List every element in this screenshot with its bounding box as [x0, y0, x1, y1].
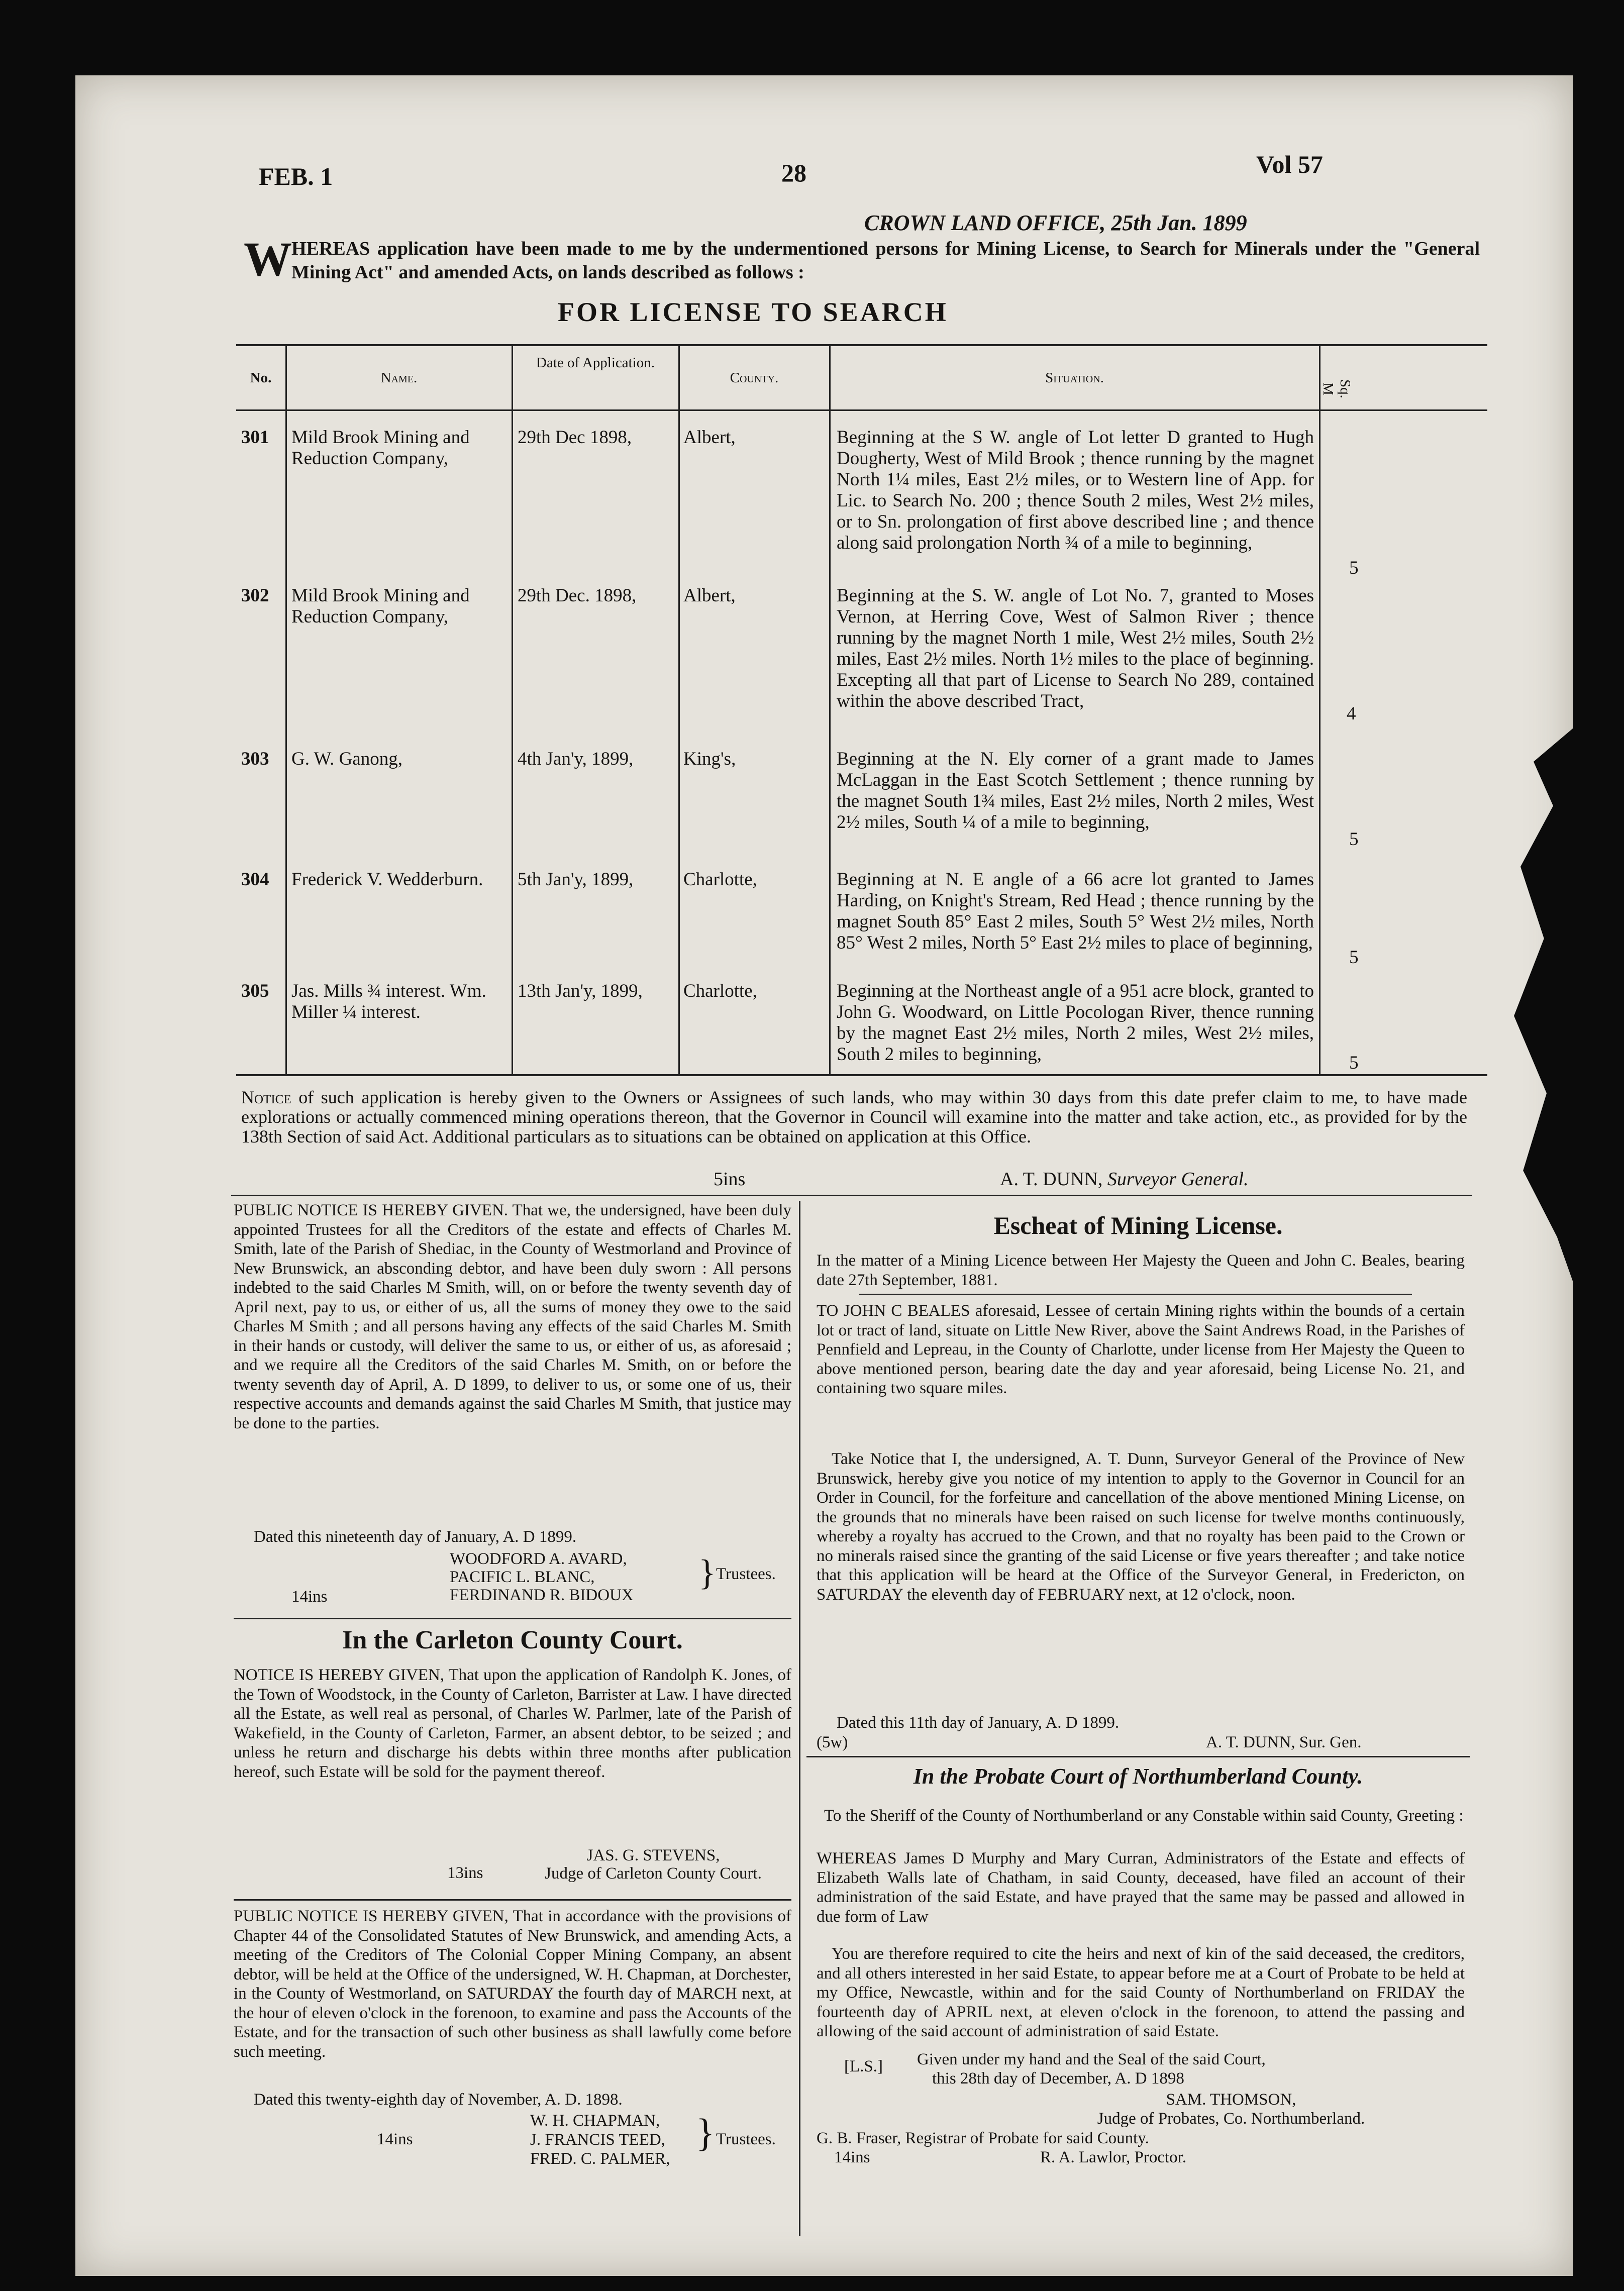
- copper-notice: PUBLIC NOTICE IS HEREBY GIVEN, That in accordance with the provisions of Chapter 44 of the Consolidated Statutes of New Brunswick, and amending Acts, a meeting of the Creditors of The Colonial Copper Mining Company, an absent debtor, will be held at the Office of the undersigned, W. H. Chapman, at Dorchester, in the County of Westmorland, on SATURDAY the fourth day of MARCH next, at the hour of eleven o'clock in the forenoon, to examine and pass the Accounts of the Estate, and for the transaction of such other business as shall lawfully come before such meeting.: [234, 1907, 791, 2061]
- col-divider: [1319, 344, 1321, 1075]
- torn-edge: [1442, 728, 1573, 1281]
- carleton-signer: JAS. G. STEVENS,: [586, 1846, 720, 1864]
- row-county: Charlotte,: [683, 869, 757, 890]
- carleton-signer-title: Judge of Carleton County Court.: [545, 1864, 762, 1883]
- ad-ins: 14ins: [377, 2130, 413, 2148]
- row-sq: 5: [1349, 558, 1359, 578]
- section-rule: [231, 1195, 1472, 1196]
- row-name: Mild Brook Mining and Reduction Company,: [291, 585, 470, 627]
- divider-rule: [806, 1756, 1470, 1757]
- notice-paragraph: [241, 1088, 1467, 1147]
- trustee-name: WOODFORD A. AVARD,: [450, 1550, 627, 1568]
- ad-ins: 14ins: [834, 2148, 870, 2166]
- row-situation: Beginning at the S W. angle of Lot letter D granted to Hugh Dougherty, West of Mild Brook ; thence running by the magnet North 1¼ miles, East 2½ miles, or to Western line of App. for Lic. to Search No. 200 ; thence South 2 miles, West 2½ miles, or to Sn. prolongation of first above described line ; and thence along said prolongation North ¾ of a mile to beginning,: [837, 427, 1314, 553]
- escheat-p1: TO JOHN C BEALES aforesaid, Lessee of certain Mining rights within the bounds of a certain lot or tract of land, situate on Little New River, above the Saint Andrews Road, in the Parishes of Pennfield and Lepreau, in the County of Charlotte, under license from Her Majesty the Queen to above mentioned person, bearing date the day and year aforesaid, being License No. 21, and containing two square miles.: [817, 1302, 1465, 1397]
- probate-p2: You are therefore required to cite the heirs and next of kin of the said deceased, the creditors, and all others interested in her said Estate, to appear before me at a Court of Probate to be held at my Office, Newcastle, within and for the said County of Northumberland on FRIDAY the fourteenth day of APRIL next, at eleven o'clock in the forenoon, to attend the passing and allowing of the said account of administration of said Estate.: [817, 1945, 1465, 2040]
- row-situation: Beginning at the S. W. angle of Lot No. 7, granted to Moses Vernon, at Herring Cove, West of Salmon River ; thence running by the magnet North 1 mile, West 2½ miles, South 2½ miles, East 2½ miles. North 1½ miles to the place of beginning. Excepting all that part of License to Search No 289, contained within the above described Tract,: [837, 585, 1314, 711]
- row-name: Jas. Mills ¾ interest. Wm. Miller ¼ interest.: [291, 981, 486, 1022]
- divider-rule: [234, 1618, 791, 1619]
- seal: [L.S.]: [844, 2057, 883, 2075]
- row-name: Mild Brook Mining and Reduction Company,: [291, 427, 470, 469]
- newspaper-page: [75, 75, 1573, 2276]
- ad-ins: 14ins: [291, 1588, 328, 1606]
- intro-text: HEREAS application have been made to me by the undermentioned persons for Mining License, to Search for Minerals under the "General Mining Act" and amended Acts, on lands described as follows :: [291, 238, 1480, 283]
- page-number: 28: [781, 159, 806, 187]
- trustee-notice-smith: PUBLIC NOTICE IS HEREBY GIVEN. That we, the undersigned, have been duly appointed Trustees for all the Creditors of the estate and effects of Charles M. Smith, late of the Parish of Shediac, in the County of Westmorland and Province of New Brunswick, an absconding debtor, and have been duly sworn : All persons indebted to the said Charles M Smith, will, on or before the twenty seventh day of April next, pay to us, or either of us, all the sums of money they owe to the said Charles M Smith ; and all persons having any effects of the said Charles M. Smith in their hands or custody, will deliver the same to us, or either of us, as aforesaid ; and we require all the Creditors of the said Charles M. Smith, on or before the twenty seventh day of April, A. D 1899, to deliver to us, or some one of us, their respective accounts and demands against the said Charles M Smith, that justice may be done to the parties.: [234, 1201, 791, 1432]
- row-date: 13th Jan'y, 1899,: [518, 981, 643, 1001]
- col-divider: [285, 344, 287, 1075]
- ad-ins: 13ins: [447, 1864, 483, 1882]
- row-sq: 5: [1349, 1053, 1359, 1073]
- judge-name: SAM. THOMSON,: [1166, 2091, 1296, 2109]
- office-line: CROWN LAND OFFICE, 25th Jan. 1899: [864, 211, 1247, 235]
- trustee-name: FRED. C. PALMER,: [530, 2150, 670, 2168]
- trustee-name: J. FRANCIS TEED,: [530, 2131, 665, 2149]
- judge-title: Judge of Probates, Co. Northumberland.: [1097, 2110, 1365, 2128]
- row-situation: Beginning at the Northeast angle of a 951 acre block, granted to John G. Woodward, on Little Pocologan River, thence running by the magnet East 2½ miles, North 2 miles, West 2½ miles, South 2 miles to beginning,: [837, 981, 1314, 1065]
- column-rule: [799, 1201, 800, 2236]
- probate-given: [917, 2050, 1266, 2088]
- divider-rule: [859, 1294, 1412, 1295]
- col-divider: [829, 344, 831, 1075]
- escheat-p2: Take Notice that I, the undersigned, A. T. Dunn, Surveyor General of the Province of New Brunswick, hereby give you notice of my intention to apply to the Governor in Council for an Order in Council, for the forfeiture and cancellation of the above mentioned Mining License, on the grounds that no minerals have been raised on such license for twelve months continuously, whereby a royalty has accrued to the Crown, and that no royalty has been paid to the Crown or no minerals raised since the granting of the said License or five years thereafter ; and take notice that this application will be heard at the Office of the Surveyor General, in Fredericton, on SATURDAY the eleventh day of FEBRUARY next, at 12 o'clock, noon.: [817, 1450, 1465, 1604]
- escheat-title: Escheat of Mining License.: [993, 1211, 1283, 1239]
- trustee-names: [450, 1550, 634, 1604]
- row-date: 5th Jan'y, 1899,: [518, 869, 634, 890]
- drop-cap: W: [244, 232, 292, 286]
- copper-dated: Dated this twenty-eighth day of November, A. D. 1898.: [254, 2091, 623, 2109]
- header-county: County.: [730, 370, 779, 386]
- trustees-label: Trustees.: [716, 2130, 776, 2148]
- brace: }: [696, 2111, 715, 2154]
- notice-lead: Notice: [241, 1087, 291, 1107]
- probate-title: In the Probate Court of Northumberland County.: [913, 1764, 1363, 1789]
- table-bottom-rule: [236, 1074, 1487, 1076]
- header-date: Date of Application.: [536, 355, 655, 371]
- table-top-rule: [236, 344, 1487, 346]
- row-county: Albert,: [683, 427, 736, 448]
- probate-proctor: R. A. Lawlor, Proctor.: [1040, 2148, 1187, 2166]
- row-sq: 5: [1349, 947, 1359, 968]
- row-county: Albert,: [683, 585, 736, 606]
- col-divider: [512, 344, 513, 1075]
- trustee-name: FERDINAND R. BIDOUX: [450, 1586, 634, 1604]
- row-no: 305: [241, 981, 269, 1001]
- ad-ins: (5w): [817, 1733, 848, 1751]
- given-line: this 28th day of December, A. D 1898: [932, 2069, 1184, 2088]
- row-date: 29th Dec 1898,: [518, 427, 632, 448]
- row-no: 304: [241, 869, 269, 890]
- header-sq: Sq. M: [1320, 379, 1353, 398]
- notice-ins: 5ins: [714, 1169, 746, 1190]
- volume: Vol 57: [1256, 150, 1323, 178]
- escheat-dated: Dated this 11th day of January, A. D 1899.: [837, 1714, 1120, 1732]
- trustees-label: Trustees.: [716, 1565, 776, 1583]
- header-situation: Situation.: [1045, 370, 1104, 386]
- trustee-notice-dated: Dated this nineteenth day of January, A. D 1899.: [254, 1528, 577, 1546]
- header-name: Name.: [380, 370, 418, 386]
- row-name: G. W. Ganong,: [291, 749, 402, 769]
- row-date: 4th Jan'y, 1899,: [518, 749, 634, 769]
- probate-registrar: G. B. Fraser, Registrar of Probate for said County.: [817, 2129, 1149, 2147]
- notice-signer-name: A. T. DUNN,: [1000, 1169, 1103, 1190]
- header-no: No.: [250, 370, 272, 386]
- row-situation: Beginning at N. E angle of a 66 acre lot granted to James Harding, on Knight's Stream, Red Head ; thence running by the magnet South 85° East 2 miles, South 5° West 2½ miles, North 85° West 2 miles, North 5° East 2½ miles to place of beginning,: [837, 869, 1314, 953]
- row-no: 301: [241, 427, 269, 448]
- col-divider: [678, 344, 680, 1075]
- probate-judge: [1005, 2090, 1457, 2128]
- carleton-title: In the Carleton County Court.: [342, 1626, 683, 1654]
- row-no: 303: [241, 749, 269, 769]
- row-name: Frederick V. Wedderburn.: [291, 869, 483, 890]
- probate-greeting: To the Sheriff of the County of Northumberland or any Constable within said County, Greeting :: [824, 1807, 1464, 1825]
- copper-trustees: [530, 2111, 670, 2168]
- row-county: Charlotte,: [683, 981, 757, 1001]
- escheat-intro: In the matter of a Mining Licence between Her Majesty the Queen and John C. Beales, bearing date 27th September, 1881.: [817, 1252, 1465, 1289]
- row-sq: 4: [1347, 703, 1356, 724]
- row-county: King's,: [683, 749, 736, 769]
- divider-rule: [234, 1899, 791, 1901]
- row-situation: Beginning at the N. Ely corner of a grant made to James McLaggan in the East Scotch Settlement ; thence running by the magnet South 1¾ miles, East 2½ miles, North 2 miles, West 2½ miles, South ¼ of a mile to beginning,: [837, 749, 1314, 832]
- issue-date: FEB. 1: [259, 162, 333, 190]
- row-sq: 5: [1349, 829, 1359, 850]
- carleton-text: NOTICE IS HEREBY GIVEN, That upon the application of Randolph K. Jones, of the Town of Woodstock, in the County of Carleton, Barrister at Law. I have directed all the Estate, as well real as personal, of Charles W. Parlmer, late of the Parish of Wakefield, in the County of Carleton, Farmer, an absent debtor, to be seized ; and unless he return and discharge his debts within three months after publication hereof, such Estate will be sold for the payment thereof.: [234, 1666, 791, 1781]
- row-no: 302: [241, 585, 269, 606]
- notice-signer: [1000, 1168, 1249, 1190]
- carleton-signature: [528, 1846, 779, 1883]
- probate-p1: WHEREAS James D Murphy and Mary Curran, Administrators of the Estate and effects of Elizabeth Walls late of Chatham, in said County, deceased, have filed an account of their administration of the said Estate, and have prayed that the same may be passed and allowed in due form of Law: [817, 1849, 1465, 1926]
- notice-text: of such application is hereby given to the Owners or Assignees of such lands, who may within 30 days from this date prefer claim to me, to have made explorations or actually commenced mining operations thereon, that the Governor in Council will examine into the matter and take action, etc., as provided for by the 138th Section of said Act. Additional particulars as to situations can be obtained on application at this Office.: [241, 1087, 1468, 1147]
- given-line: Given under my hand and the Seal of the said Court,: [917, 2050, 1266, 2068]
- section-title: FOR LICENSE TO SEARCH: [558, 297, 948, 327]
- trustee-name: W. H. CHAPMAN,: [530, 2112, 660, 2130]
- escheat-signer: A. T. DUNN, Sur. Gen.: [1206, 1733, 1362, 1751]
- table-header-rule: [236, 409, 1487, 411]
- notice-signer-title: Surveyor General.: [1107, 1169, 1249, 1190]
- trustee-name: PACIFIC L. BLANC,: [450, 1568, 595, 1586]
- brace: }: [698, 1552, 716, 1593]
- row-date: 29th Dec. 1898,: [518, 585, 637, 606]
